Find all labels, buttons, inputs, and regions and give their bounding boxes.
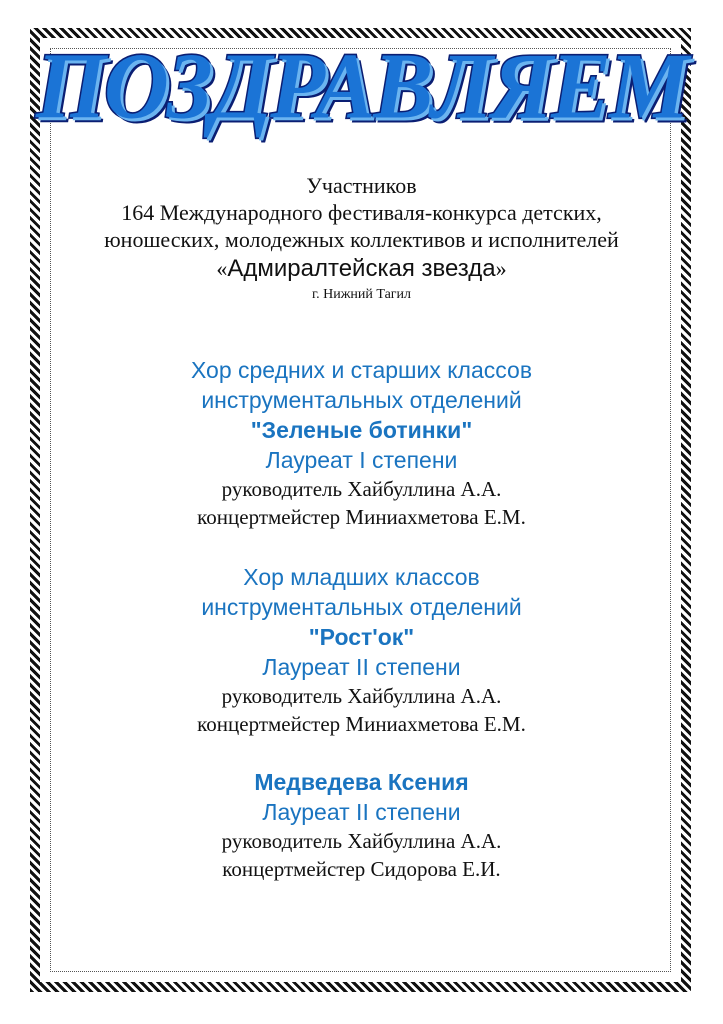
block-3-accompanist: концертмейстер Сидорова Е.И.: [222, 857, 501, 881]
block-2-accompanist: концертмейстер Миниахметова Е.М.: [197, 712, 526, 736]
intro-line-1: 164 Международного фестиваля-конкурса детских,: [121, 200, 602, 225]
block-3-name: Медведева Ксения: [254, 769, 469, 795]
block-3-leader: руководитель Хайбуллина А.А.: [221, 829, 502, 853]
block-1-award: Лауреат I степени: [265, 447, 458, 473]
block-2-title-line-2: инструментальных отделений: [201, 594, 522, 620]
headline: ПОЗДРАВЛЯЕМ: [35, 34, 688, 139]
city: г. Нижний Тагил: [311, 287, 412, 302]
intro-label: Участников: [306, 173, 417, 198]
award-block-1: [40, 355, 683, 531]
block-2-leader: руководитель Хайбуллина А.А.: [221, 684, 502, 708]
block-1-title-line-2: инструментальных отделений: [201, 387, 522, 413]
intro-line-2: юношеских, молодежных коллективов и исполнителей: [104, 227, 619, 252]
block-2-title-line-1: Хор младших классов: [243, 564, 480, 590]
festival-title: [40, 253, 683, 285]
award-block-3: [40, 767, 683, 883]
block-1-name: "Зеленые ботинки": [250, 417, 473, 443]
block-3-award: Лауреат II степени: [262, 799, 461, 825]
block-2-name: "Рост'ок": [308, 624, 415, 650]
award-block-2: [40, 562, 683, 738]
festival-name: Адмиралтейская звезда: [227, 255, 496, 282]
quote-close: »: [495, 256, 507, 281]
block-1-accompanist: концертмейстер Миниахметова Е.М.: [197, 505, 526, 529]
intro-section: [40, 172, 683, 305]
block-2-award: Лауреат II степени: [262, 654, 461, 680]
block-1-leader: руководитель Хайбуллина А.А.: [221, 477, 502, 501]
block-1-title-line-1: Хор средних и старших классов: [190, 357, 533, 383]
quote-open: «: [216, 256, 228, 281]
headline-container: [0, 32, 723, 142]
